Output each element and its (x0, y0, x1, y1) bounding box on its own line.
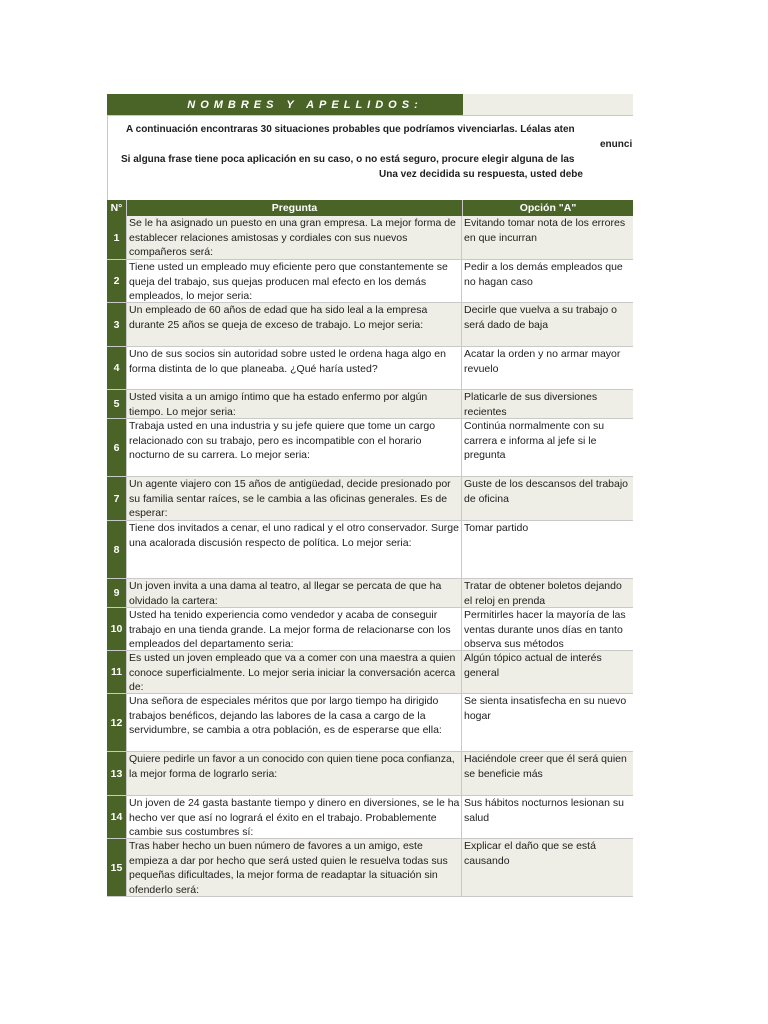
option-a-cell[interactable]: Se sienta insatisfecha en su nuevo hogar (461, 694, 633, 751)
name-input-cell[interactable] (463, 94, 633, 115)
question-cell: Se le ha asignado un puesto en una gran empresa. La mejor forma de establecer relaciones amistosas y cordiales con sus nuevos compañeros será: (126, 216, 461, 259)
name-header-row (107, 94, 633, 115)
option-a-cell[interactable]: Sus hábitos nocturnos lesionan su salud (461, 796, 633, 838)
table-row (107, 608, 633, 651)
question-table-body (107, 216, 633, 897)
table-row (107, 752, 633, 796)
row-number: 7 (107, 477, 126, 520)
table-row (107, 347, 633, 390)
option-a-cell[interactable]: Evitando tomar nota de los errores en que incurran (461, 216, 633, 259)
option-a-cell[interactable]: Algún tópico actual de interés general (461, 651, 633, 693)
option-a-cell[interactable]: Explicar el daño que se está causando (461, 839, 633, 896)
option-a-cell[interactable]: Guste de los descansos del trabajo de oficina (461, 477, 633, 520)
row-number: 14 (107, 796, 126, 838)
option-a-cell[interactable]: Haciéndole creer que él será quien se beneficie más (461, 752, 633, 795)
question-cell: Quiere pedirle un favor a un conocido con quien tiene poca confianza, la mejor forma de lograrlo seria: (126, 752, 461, 795)
row-number: 10 (107, 608, 126, 650)
instruction-line-3: Si alguna frase tiene poca aplicación en su caso, o no está seguro, procure elegir alguna de las (121, 154, 575, 165)
question-cell: Tiene dos invitados a cenar, el uno radical y el otro conservador. Surge una acalorada discusión respecto de política. Lo mejor seria: (126, 521, 461, 578)
question-cell: Un joven invita a una dama al teatro, al llegar se percata de que ha olvidado la cartera: (126, 579, 461, 607)
question-cell: Usted ha tenido experiencia como vendedor y acaba de conseguir trabajo en una tienda grande. La mejor forma de relacionarse con los empleados del departamento seria: (126, 608, 461, 650)
table-row (107, 694, 633, 752)
question-cell: Trabaja usted en una industria y su jefe quiere que tome un cargo relacionado con su trabajo, pero es incompatible con el horario nocturno de su carrera. Lo mejor seria: (126, 419, 461, 476)
table-row (107, 796, 633, 839)
column-header-option-a: Opción "A" (462, 200, 633, 216)
name-label: NOMBRES Y APELLIDOS: (107, 94, 463, 115)
question-cell: Tras haber hecho un buen número de favores a un amigo, este empieza a dar por hecho que será usted quien le resuelva todas sus pequeñas dificultades, la mejor forma de readaptar la situación sin ofenderlo será: (126, 839, 461, 896)
row-number: 5 (107, 390, 126, 418)
option-a-cell[interactable]: Pedir a los demás empleados que no hagan caso (461, 260, 633, 302)
option-a-cell[interactable]: Continúa normalmente con su carrera e informa al jefe si le pregunta (461, 419, 633, 476)
instruction-line-2: enunci (600, 139, 633, 150)
column-header-number: N° (110, 202, 123, 214)
row-number: 9 (107, 579, 126, 607)
questionnaire-sheet (107, 94, 633, 897)
row-number: 2 (107, 260, 126, 302)
row-number: 3 (107, 303, 126, 346)
row-number: 6 (107, 419, 126, 476)
row-number: 11 (107, 651, 126, 693)
instruction-line-4: Una vez decidida su respuesta, usted debe (379, 169, 583, 180)
row-number: 12 (107, 694, 126, 751)
question-cell: Un agente viajero con 15 años de antigüedad, decide presionado por su familia sentar raíces, se le cambia a las oficinas generales. Es de esperar: (126, 477, 461, 520)
table-row (107, 419, 633, 477)
table-row (107, 390, 633, 419)
table-row (107, 303, 633, 347)
question-cell: Es usted un joven empleado que va a comer con una maestra a quien conoce superficialmente. Lo mejor seria iniciar la conversación acerca de: (126, 651, 461, 693)
question-cell: Uno de sus socios sin autoridad sobre usted le ordena haga algo en forma distinta de lo que planeaba. ¿Qué haría usted? (126, 347, 461, 389)
column-header-question: Pregunta (126, 200, 462, 216)
table-row (107, 216, 633, 260)
option-a-cell[interactable]: Tratar de obtener boletos dejando el reloj en prenda (461, 579, 633, 607)
instruction-line-1: A continuación encontraras 30 situaciones probables que podríamos vivenciarlas. Léalas aten (126, 124, 575, 135)
question-cell: Usted visita a un amigo íntimo que ha estado enfermo por algún tiempo. Lo mejor seria: (126, 390, 461, 418)
table-row (107, 521, 633, 579)
table-row (107, 579, 633, 608)
option-a-cell[interactable]: Platicarle de sus diversiones recientes (461, 390, 633, 418)
row-number: 4 (107, 347, 126, 389)
instructions (107, 115, 633, 200)
option-a-cell[interactable]: Permitirles hacer la mayoría de las ventas durante unos días en tanto observa sus métodos (461, 608, 633, 650)
row-number: 8 (107, 521, 126, 578)
table-row (107, 260, 633, 303)
option-a-cell[interactable]: Decirle que vuelva a su trabajo o será dado de baja (461, 303, 633, 346)
table-row (107, 839, 633, 897)
question-cell: Tiene usted un empleado muy eficiente pero que constantemente se queja del trabajo, sus quejas producen mal efecto en los demás empleados, lo mejor seria: (126, 260, 461, 302)
row-number: 13 (107, 752, 126, 795)
table-row (107, 651, 633, 694)
question-cell: Un empleado de 60 años de edad que ha sido leal a la empresa durante 25 años se queja de exceso de trabajo. Lo mejor seria: (126, 303, 461, 346)
question-cell: Una señora de especiales méritos que por largo tiempo ha dirigido trabajos benéficos, dejando las labores de la casa a cargo de la servidumbre, se cambia a otra población, es de esperarse que ella: (126, 694, 461, 751)
table-row (107, 477, 633, 521)
option-a-cell[interactable]: Acatar la orden y no armar mayor revuelo (461, 347, 633, 389)
question-cell: Un joven de 24 gasta bastante tiempo y dinero en diversiones, se le ha hecho ver que así no logrará el éxito en el trabajo. Probablemente cambie sus costumbres sí: (126, 796, 461, 838)
table-header (107, 200, 633, 216)
option-a-cell[interactable]: Tomar partido (461, 521, 633, 578)
row-number: 15 (107, 839, 126, 896)
row-number: 1 (107, 216, 126, 259)
